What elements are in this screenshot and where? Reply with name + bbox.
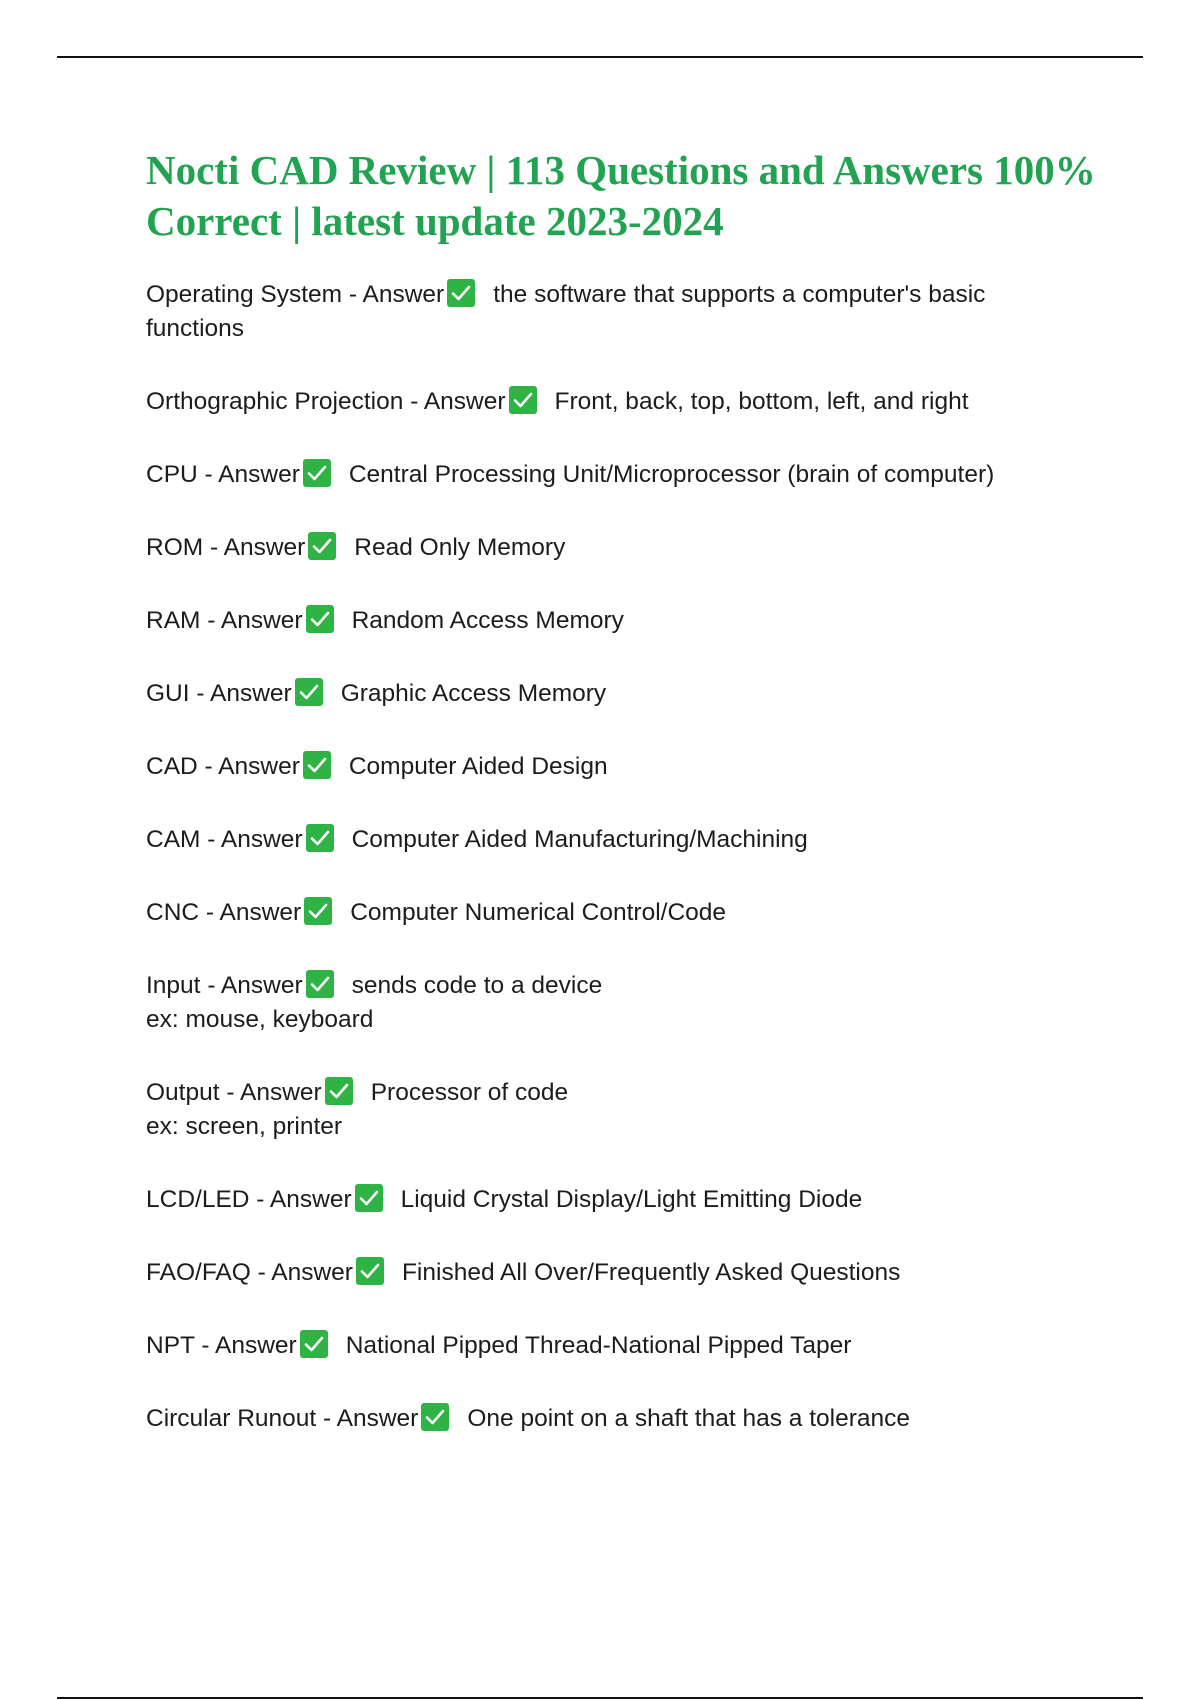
qa-term: Operating System xyxy=(146,281,343,308)
qa-answer-marker: - Answer xyxy=(207,607,303,634)
qa-answer-marker: - Answer xyxy=(226,1079,322,1106)
qa-answer-marker: - Answer xyxy=(207,826,303,853)
qa-answer-marker: - Answer xyxy=(257,1259,353,1286)
check-mark-icon xyxy=(304,897,332,925)
qa-answer-marker: - Answer xyxy=(207,972,303,999)
qa-item xyxy=(146,969,1076,1037)
check-mark-icon xyxy=(303,751,331,779)
check-mark-icon xyxy=(300,1330,328,1358)
qa-term: CNC xyxy=(146,899,200,926)
qa-item xyxy=(146,1256,1076,1290)
header-rule xyxy=(57,56,1143,58)
check-mark-icon xyxy=(509,386,537,414)
qa-item xyxy=(146,1402,1076,1436)
qa-answer: Computer Aided Design xyxy=(348,753,608,780)
qa-answer: the software that supports a computer's basic functions xyxy=(146,281,986,342)
qa-answer: National Pipped Thread-National Pipped Taper xyxy=(345,1332,852,1359)
check-mark-icon xyxy=(303,459,331,487)
qa-term: FAO/FAQ xyxy=(146,1259,251,1286)
qa-item xyxy=(146,750,1076,784)
check-mark-icon xyxy=(421,1403,449,1431)
qa-example: ex: mouse, keyboard xyxy=(146,1006,374,1033)
qa-answer: Read Only Memory xyxy=(354,534,566,561)
qa-answer-marker: - Answer xyxy=(410,388,506,415)
qa-item xyxy=(146,823,1076,857)
qa-term: RAM xyxy=(146,607,201,634)
page-title: Nocti CAD Review | 113 Questions and Answers 100% Correct | latest update 2023-2024 xyxy=(146,147,1096,244)
check-mark-icon xyxy=(447,279,475,307)
check-mark-icon xyxy=(356,1257,384,1285)
qa-item xyxy=(146,677,1076,711)
qa-answer-marker: - Answer xyxy=(256,1186,352,1213)
qa-answer: sends code to a device xyxy=(351,972,603,999)
qa-answer: One point on a shaft that has a tolerance xyxy=(467,1405,911,1432)
qa-item xyxy=(146,1076,1076,1144)
qa-answer: Computer Aided Manufacturing/Machining xyxy=(351,826,808,853)
check-mark-icon xyxy=(306,824,334,852)
qa-item xyxy=(146,531,1076,565)
qa-term: LCD/LED xyxy=(146,1186,250,1213)
qa-answer-marker: - Answer xyxy=(196,680,292,707)
qa-answer: Central Processing Unit/Microprocessor (brain of computer) xyxy=(348,461,995,488)
qa-term: CPU xyxy=(146,461,198,488)
qa-answer: Computer Numerical Control/Code xyxy=(350,899,727,926)
check-mark-icon xyxy=(308,532,336,560)
check-mark-icon xyxy=(355,1184,383,1212)
qa-answer: Processor of code xyxy=(370,1079,569,1106)
qa-item xyxy=(146,604,1076,638)
check-mark-icon xyxy=(295,678,323,706)
qa-answer-marker: - Answer xyxy=(209,534,306,561)
qa-answer: Random Access Memory xyxy=(351,607,624,634)
check-mark-icon xyxy=(306,605,334,633)
qa-answer: Liquid Crystal Display/Light Emitting Diode xyxy=(400,1186,863,1213)
qa-term: CAD xyxy=(146,753,198,780)
qa-example: ex: screen, printer xyxy=(146,1113,343,1140)
qa-item xyxy=(146,458,1076,492)
qa-answer-marker: - Answer xyxy=(204,461,300,488)
qa-answer: Front, back, top, bottom, left, and right xyxy=(554,388,969,415)
qa-answer-marker: - Answer xyxy=(204,753,300,780)
qa-term: NPT xyxy=(146,1332,195,1359)
qa-item xyxy=(146,278,1076,346)
qa-answer-marker: - Answer xyxy=(348,281,445,308)
qa-list xyxy=(146,278,1076,1475)
qa-term: Output xyxy=(146,1079,220,1106)
qa-term: Circular Runout xyxy=(146,1405,317,1432)
qa-answer-marker: - Answer xyxy=(201,1332,297,1359)
check-mark-icon xyxy=(325,1077,353,1105)
qa-item xyxy=(146,1329,1076,1363)
qa-answer: Finished All Over/Frequently Asked Questions xyxy=(401,1259,901,1286)
qa-answer-marker: - Answer xyxy=(323,1405,419,1432)
qa-term: Input xyxy=(146,972,201,999)
qa-answer: Graphic Access Memory xyxy=(340,680,607,707)
footer-rule xyxy=(57,1697,1143,1699)
qa-item xyxy=(146,896,1076,930)
qa-answer-marker: - Answer xyxy=(205,899,302,926)
qa-term: Orthographic Projection xyxy=(146,388,404,415)
qa-term: CAM xyxy=(146,826,201,853)
qa-item xyxy=(146,385,1076,419)
qa-item xyxy=(146,1183,1076,1217)
check-mark-icon xyxy=(306,970,334,998)
qa-term: GUI xyxy=(146,680,190,707)
qa-term: ROM xyxy=(146,534,204,561)
